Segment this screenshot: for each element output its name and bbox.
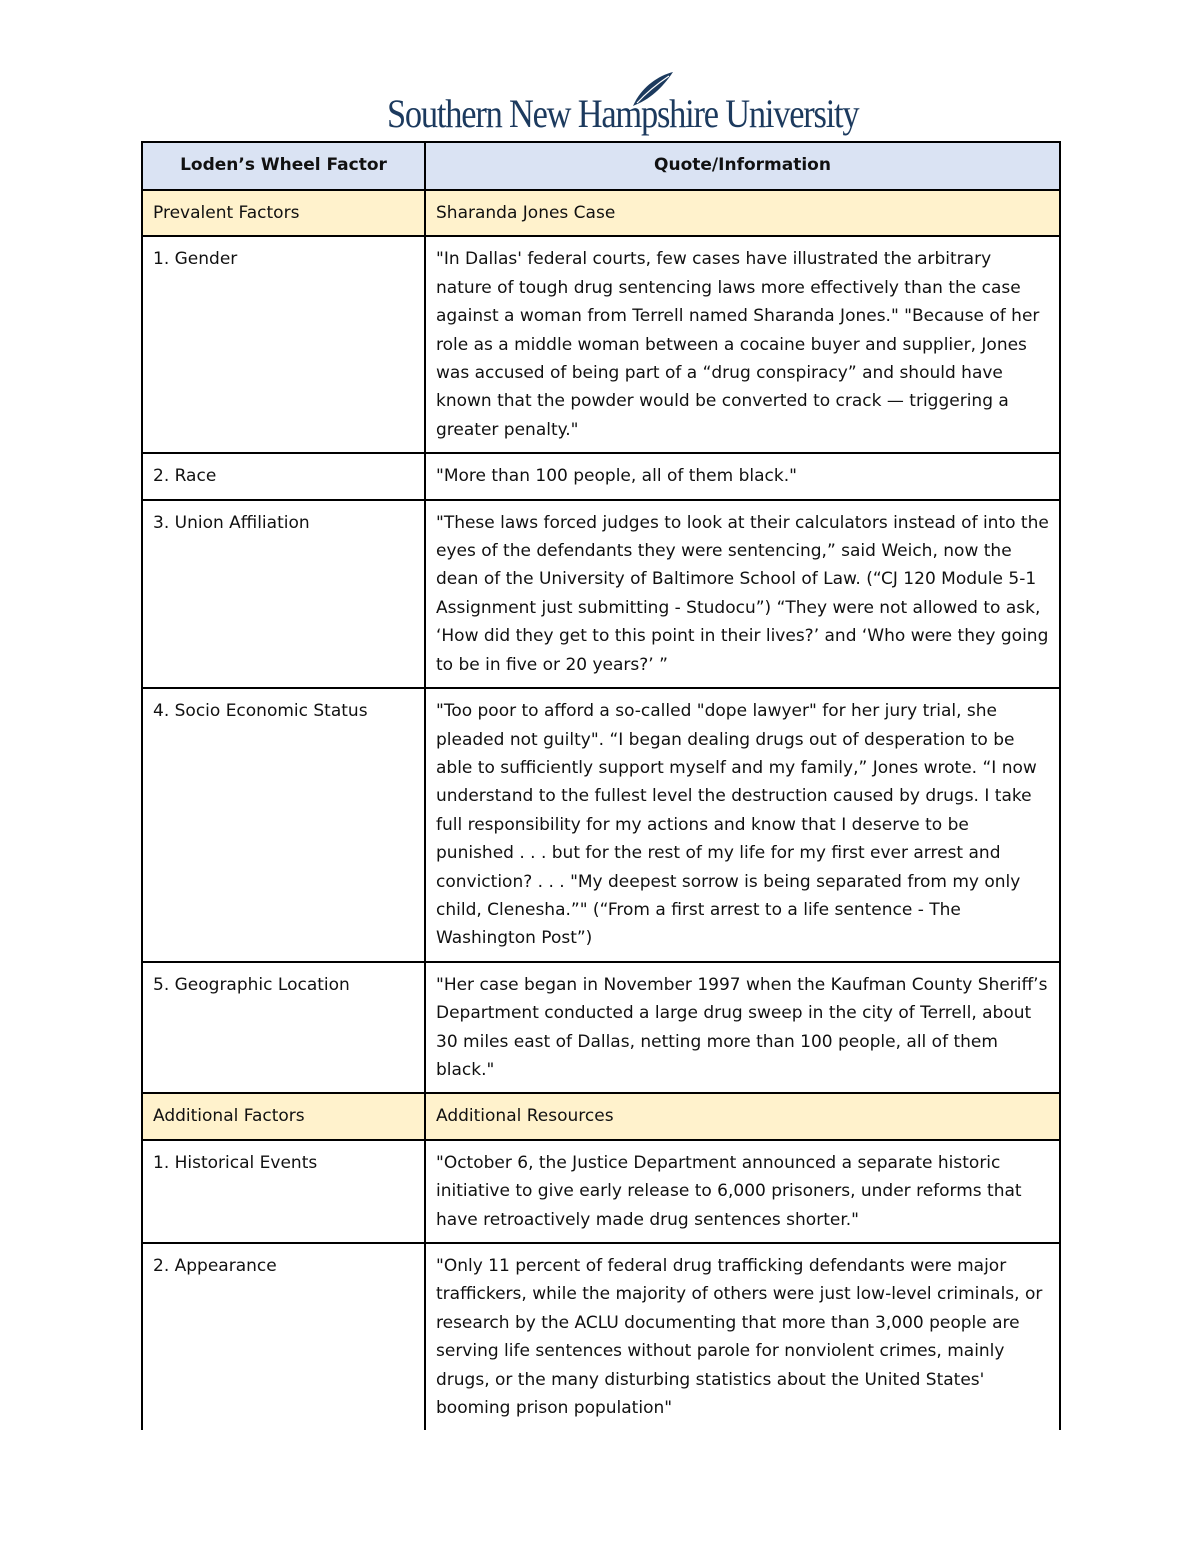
university-logo	[385, 70, 859, 140]
table-row	[142, 1243, 1060, 1430]
info-cell: "More than 100 people, all of them black."	[425, 453, 1060, 499]
section-resource: Additional Resources	[425, 1093, 1060, 1139]
table-row	[142, 236, 1060, 453]
section-label: Additional Factors	[142, 1093, 425, 1139]
table-row	[142, 1140, 1060, 1243]
table-row	[142, 962, 1060, 1094]
info-cell: "Her case began in November 1997 when the Kaufman County Sheriff’s Department conducted a large drug sweep in the city of Terrell, about 30 miles east of Dallas, netting more than 100 people, all of them black."	[425, 962, 1060, 1094]
table-row	[142, 453, 1060, 499]
factor-cell: 1. Gender	[142, 236, 425, 453]
info-cell: "In Dallas' federal courts, few cases have illustrated the arbitrary nature of tough drug sentencing laws more effectively than the case against a woman from Terrell named Sharanda Jones." "Because of her role as a middle woman between a cocaine buyer and supplier, Jones was accused of being part of a “drug conspiracy” and should have known that the powder would be converted to crack — triggering a greater penalty."	[425, 236, 1060, 453]
info-cell: "Only 11 percent of federal drug trafficking defendants were major traffickers, while the majority of others were just low-level criminals, or research by the ACLU documenting that more than 3,000 people are serving life sentences without parole for nonviolent crimes, mainly drugs, or the many disturbing statistics about the United States' booming prison population"	[425, 1243, 1060, 1430]
section-row-additional	[142, 1093, 1060, 1139]
table-row	[142, 688, 1060, 962]
table-header-row	[142, 142, 1060, 190]
factor-cell: 4. Socio Economic Status	[142, 688, 425, 962]
info-cell: "October 6, the Justice Department announced a separate historic initiative to give early release to 6,000 prisoners, under reforms that have retroactively made drug sentences shorter."	[425, 1140, 1060, 1243]
loden-wheel-table	[141, 141, 1061, 1430]
section-resource: Sharanda Jones Case	[425, 190, 1060, 236]
section-row-prevalent	[142, 190, 1060, 236]
factor-cell: 3. Union Affiliation	[142, 500, 425, 688]
factor-cell: 5. Geographic Location	[142, 962, 425, 1094]
section-label: Prevalent Factors	[142, 190, 425, 236]
factor-cell: 2. Appearance	[142, 1243, 425, 1430]
leaf-icon	[627, 70, 677, 110]
factor-cell: 1. Historical Events	[142, 1140, 425, 1243]
column-header-factor: Loden’s Wheel Factor	[142, 142, 425, 190]
university-name: Southern New Hampshire University	[387, 91, 859, 136]
info-cell: "These laws forced judges to look at their calculators instead of into the eyes of the defendants they were sentencing,” said Weich, now the dean of the University of Baltimore School of Law. (“CJ 120 Module 5-1 Assignment just submitting - Studocu”) “They were not allowed to ask, ‘How did they get to this point in their lives?’ and ‘Who were they going to be in five or 20 years?’ ”	[425, 500, 1060, 688]
column-header-quote: Quote/Information	[425, 142, 1060, 190]
info-cell: "Too poor to afford a so-called "dope lawyer" for her jury trial, she pleaded not guilty". “I began dealing drugs out of desperation to be able to sufficiently support myself and my family,” Jones wrote. “I now understand to the fullest level the destruction caused by drugs. I take full responsibility for my actions and know that I deserve to be punished . . . but for the rest of my life for my first ever arrest and conviction? . . . "My deepest sorrow is being separated from my only child, Clenesha.”" (“From a first arrest to a life sentence - The Washington Post”)	[425, 688, 1060, 962]
factor-cell: 2. Race	[142, 453, 425, 499]
table-row	[142, 500, 1060, 688]
